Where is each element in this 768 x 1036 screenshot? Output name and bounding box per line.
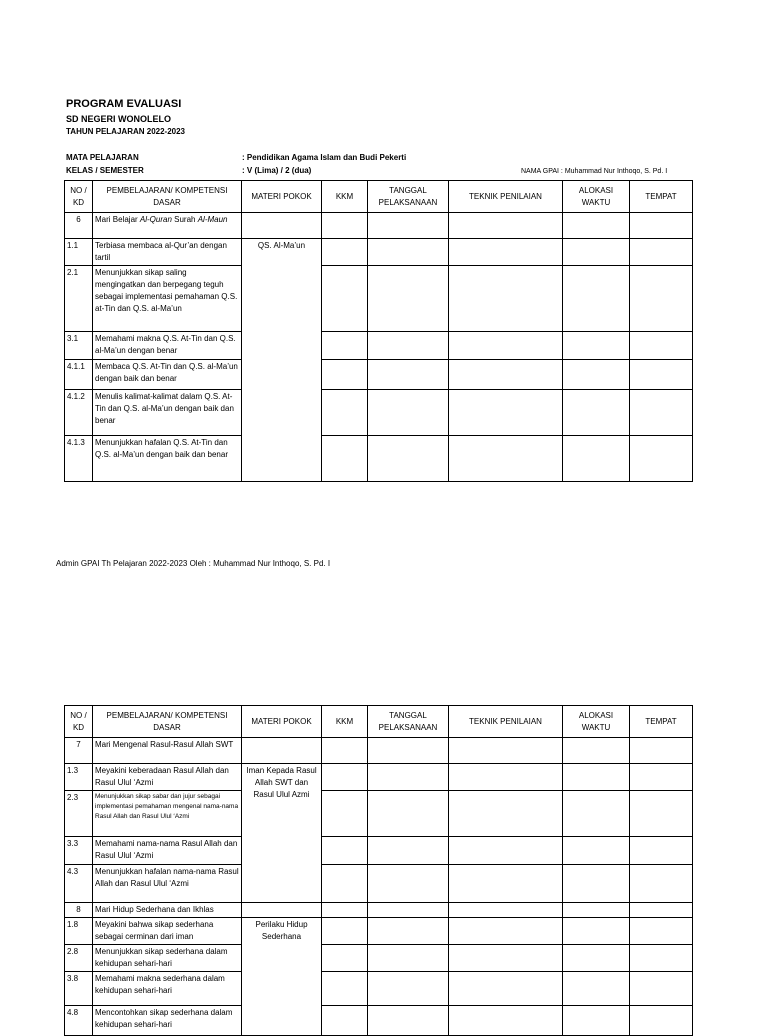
table-row — [65, 266, 693, 332]
table-row — [65, 972, 693, 1006]
chapter-number: 8 — [65, 903, 93, 918]
col-tanggal: TANGGAL PELAKSANAAN — [368, 706, 449, 738]
kd-number: 2.8 — [65, 945, 93, 972]
materi-pokok: Perilaku Hidup Sederhana — [242, 918, 322, 1036]
col-kompetensi: PEMBELAJARAN/ KOMPETENSI DASAR — [93, 706, 242, 738]
col-kkm: KKM — [322, 181, 368, 213]
col-tempat: TEMPAT — [630, 706, 693, 738]
academic-year: TAHUN PELAJARAN 2022-2023 — [66, 127, 185, 136]
col-alokasi: ALOKASI WAKTU — [563, 181, 630, 213]
chapter-title: Mari Mengenal Rasul-Rasul Allah SWT — [93, 738, 242, 764]
kd-number: 4.1.3 — [65, 436, 93, 482]
evaluation-table-1 — [64, 180, 693, 482]
table-row — [65, 1006, 693, 1036]
col-alokasi: ALOKASI WAKTU — [563, 706, 630, 738]
kd-number: 2.3 — [65, 791, 93, 837]
kd-number: 4.8 — [65, 1006, 93, 1036]
chapter-row — [65, 738, 693, 764]
table-row — [65, 764, 693, 791]
kd-text: Memahami nama-nama Rasul Allah dan Rasul Ulul ‘Azmi — [93, 837, 242, 865]
mapel-label: MATA PELAJARAN — [66, 153, 139, 162]
materi-pokok: QS. Al-Ma’un — [242, 239, 322, 482]
table-row — [65, 865, 693, 903]
kd-number: 4.1.1 — [65, 360, 93, 390]
table-row — [65, 239, 693, 266]
table-header-row — [65, 706, 693, 738]
table-row — [65, 360, 693, 390]
kelas-value: : V (Lima) / 2 (dua) — [242, 166, 312, 175]
kd-number: 4.1.2 — [65, 390, 93, 436]
table-row — [65, 837, 693, 865]
table-row — [65, 945, 693, 972]
table-header-row — [65, 181, 693, 213]
mapel-value: : Pendidikan Agama Islam dan Budi Pekerti — [242, 153, 407, 162]
kelas-label: KELAS / SEMESTER — [66, 166, 144, 175]
kd-text: Menunjukkan sikap saling mengingatkan dan berpegang teguh sebagai implementasi pemahaman Q.S. at-Tin dan Q.S. al-Ma’un — [93, 266, 242, 332]
materi-pokok: Iman Kepada Rasul Allah SWT dan Rasul Ulul Azmi — [242, 764, 322, 903]
kd-text: Membaca Q.S. At-Tin dan Q.S. al-Ma’un dengan baik dan benar — [93, 360, 242, 390]
kd-number: 3.1 — [65, 332, 93, 360]
chapter-number: 7 — [65, 738, 93, 764]
kd-number: 1.8 — [65, 918, 93, 945]
kd-text: Mencontohkan sikap sederhana dalam kehidupan sehari-hari — [93, 1006, 242, 1036]
document-title: PROGRAM EVALUASI — [66, 98, 182, 110]
kd-text: Meyakini bahwa sikap sederhana sebagai cerminan dari iman — [93, 918, 242, 945]
chapter-row — [65, 903, 693, 918]
footer-note: Admin GPAI Th Pelajaran 2022-2023 Oleh : Muhammad Nur Inthoqo, S. Pd. I — [56, 559, 331, 568]
col-tanggal: TANGGAL PELAKSANAAN — [368, 181, 449, 213]
col-kkm: KKM — [322, 706, 368, 738]
table-row — [65, 436, 693, 482]
table-row — [65, 918, 693, 945]
kd-text: Menunjukkan sikap sederhana dalam kehidupan sehari-hari — [93, 945, 242, 972]
col-no: NO / KD — [65, 181, 93, 213]
evaluation-table-2 — [64, 705, 693, 1036]
col-teknik: TEKNIK PENILAIAN — [449, 181, 563, 213]
col-materi: MATERI POKOK — [242, 706, 322, 738]
chapter-title: Mari Belajar Al-Quran Surah Al-Maun — [93, 213, 242, 239]
kd-number: 2.1 — [65, 266, 93, 332]
chapter-title: Mari Hidup Sederhana dan Ikhlas — [93, 903, 242, 918]
table-row — [65, 390, 693, 436]
kd-text: Memahami makna sederhana dalam kehidupan sehari-hari — [93, 972, 242, 1006]
kd-text: Terbiasa membaca al-Qur’an dengan tartil — [93, 239, 242, 266]
table-row — [65, 791, 693, 837]
col-teknik: TEKNIK PENILAIAN — [449, 706, 563, 738]
kd-number: 1.3 — [65, 764, 93, 791]
chapter-row — [65, 213, 693, 239]
col-tempat: TEMPAT — [630, 181, 693, 213]
col-no: NO / KD — [65, 706, 93, 738]
teacher-name: NAMA GPAI : Muhammad Nur Inthoqo, S. Pd. I — [521, 168, 668, 175]
table-row — [65, 332, 693, 360]
kd-number: 3.8 — [65, 972, 93, 1006]
kd-number: 3.3 — [65, 837, 93, 865]
kd-text: Meyakini keberadaan Rasul Allah dan Rasul Ulul ‘Azmi — [93, 764, 242, 791]
chapter-number: 6 — [65, 213, 93, 239]
kd-text: Menulis kalimat-kalimat dalam Q.S. At-Tin dan Q.S. al-Ma’un dengan baik dan benar — [93, 390, 242, 436]
kd-number: 4.3 — [65, 865, 93, 903]
col-materi: MATERI POKOK — [242, 181, 322, 213]
kd-text: Menunjukkan sikap sabar dan jujur sebagai implementasi pemahaman mengenal nama-nama Rasul Allah dan Rasul Ulul ‘Azmi — [93, 791, 242, 837]
col-kompetensi: PEMBELAJARAN/ KOMPETENSI DASAR — [93, 181, 242, 213]
kd-text: Memahami makna Q.S. At-Tin dan Q.S. al-Ma’un dengan benar — [93, 332, 242, 360]
kd-text: Menunjukkan hafalan Q.S. At-Tin dan Q.S. al-Ma’un dengan baik dan benar — [93, 436, 242, 482]
kd-number: 1.1 — [65, 239, 93, 266]
kd-text: Menunjukkan hafalan nama-nama Rasul Allah dan Rasul Ulul ‘Azmi — [93, 865, 242, 903]
school-name: SD NEGERI WONOLELO — [66, 114, 172, 124]
